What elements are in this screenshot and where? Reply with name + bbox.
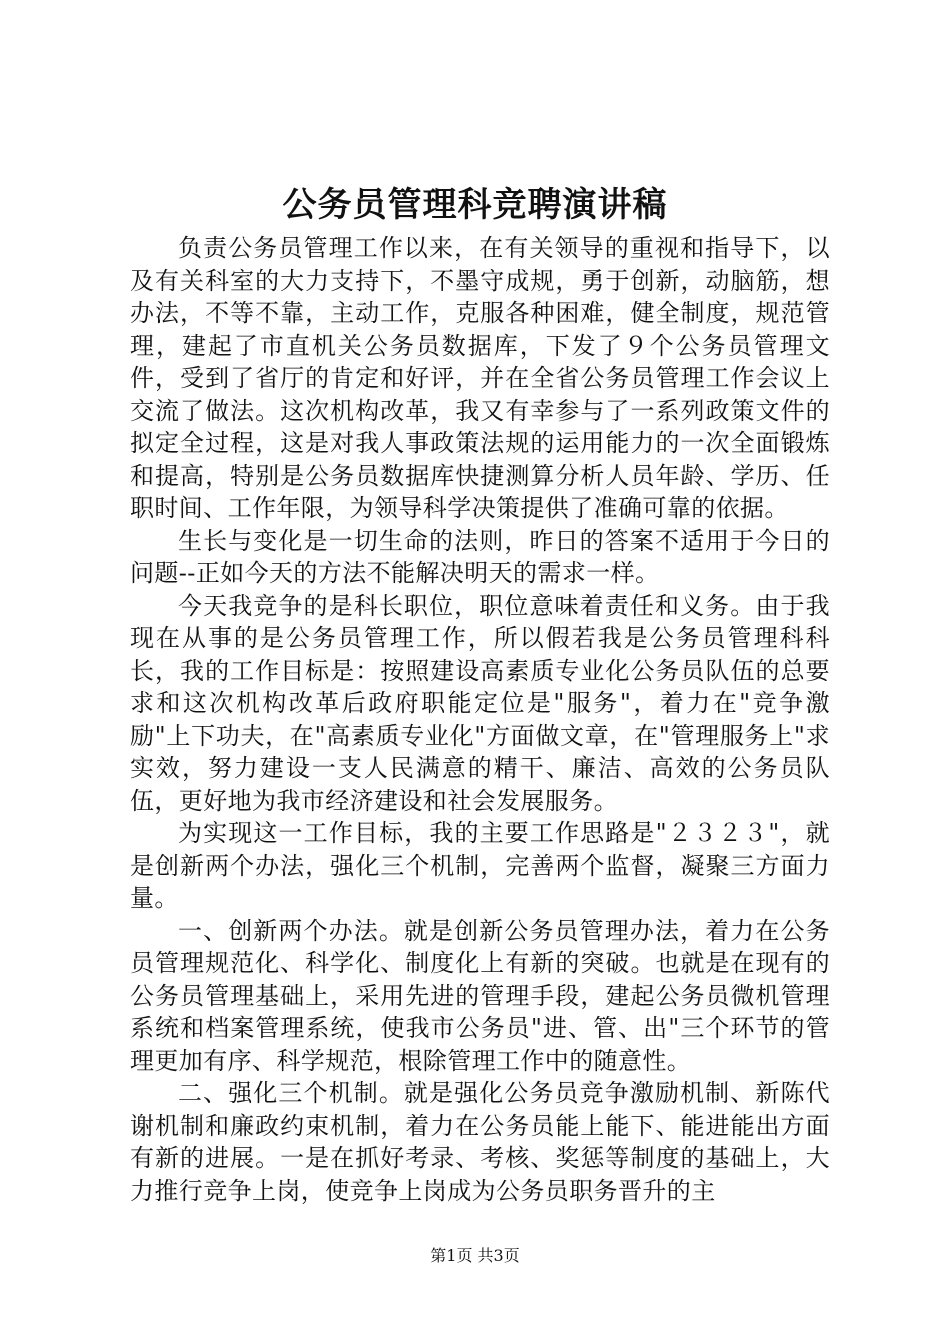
paragraph: 一、创新两个办法。就是创新公务员管理办法，着力在公务员管理规范化、科学化、制度化上有新的突破。也就是在现有的公务员管理基础上，采用先进的管理手段，建起公务员微机管理系统和档案管理系统，使我市公务员"进、管、出"三个环节的管理更加有序、科学规范，根除管理工作中的随意性。 — [130, 916, 830, 1075]
document-title: 公务员管理科竞聘演讲稿 — [282, 185, 668, 225]
paragraph: 为实现这一工作目标，我的主要工作思路是"２３２３"，就是创新两个办法，强化三个机制，完善两个监督，凝聚三方面力量。 — [130, 819, 830, 912]
paragraph: 二、强化三个机制。就是强化公务员竞争激励机制、新陈代谢机制和廉政约束机制，着力在公务员能上能下、能进能出方面有新的进展。一是在抓好考录、考核、奖惩等制度的基础上，大力推行竞争上岗，使竞争上岗成为公务员职务晋升的主 — [130, 1079, 830, 1205]
page-footer: 第1页 共3页 — [430, 1246, 520, 1265]
paragraph: 生长与变化是一切生命的法则，昨日的答案不适用于今日的问题--正如今天的方法不能解决明天的需求一样。 — [130, 526, 830, 587]
paragraph: 今天我竞争的是科长职位，职位意味着责任和义务。由于我现在从事的是公务员管理工作，所以假若我是公务员管理科科长，我的工作目标是：按照建设高素质专业化公务员队伍的总要求和这次机构改革后政府职能定位是"服务"，着力在"竞争激励"上下功夫，在"高素质专业化"方面做文章，在"管理服务上"求实效，努力建设一支人民满意的精干、廉洁、高效的公务员队伍，更好地为我市经济建设和社会发展服务。 — [130, 591, 830, 815]
document-body — [130, 232, 830, 1207]
paragraph: 负责公务员管理工作以来，在有关领导的重视和指导下，以及有关科室的大力支持下，不墨守成规，勇于创新，动脑筋，想办法，不等不靠，主动工作，克服各种困难，健全制度，规范管理，建起了市直机关公务员数据库，下发了９个公务员管理文件，受到了省厅的肯定和好评，并在全省公务员管理工作会议上交流了做法。这次机构改革，我又有幸参与了一系列政策文件的拟定全过程，这是对我人事政策法规的运用能力的一次全面锻炼和提高，特别是公务员数据库快捷测算分析人员年龄、学历、任职时间、工作年限，为领导科学决策提供了准确可靠的依据。 — [130, 234, 830, 522]
